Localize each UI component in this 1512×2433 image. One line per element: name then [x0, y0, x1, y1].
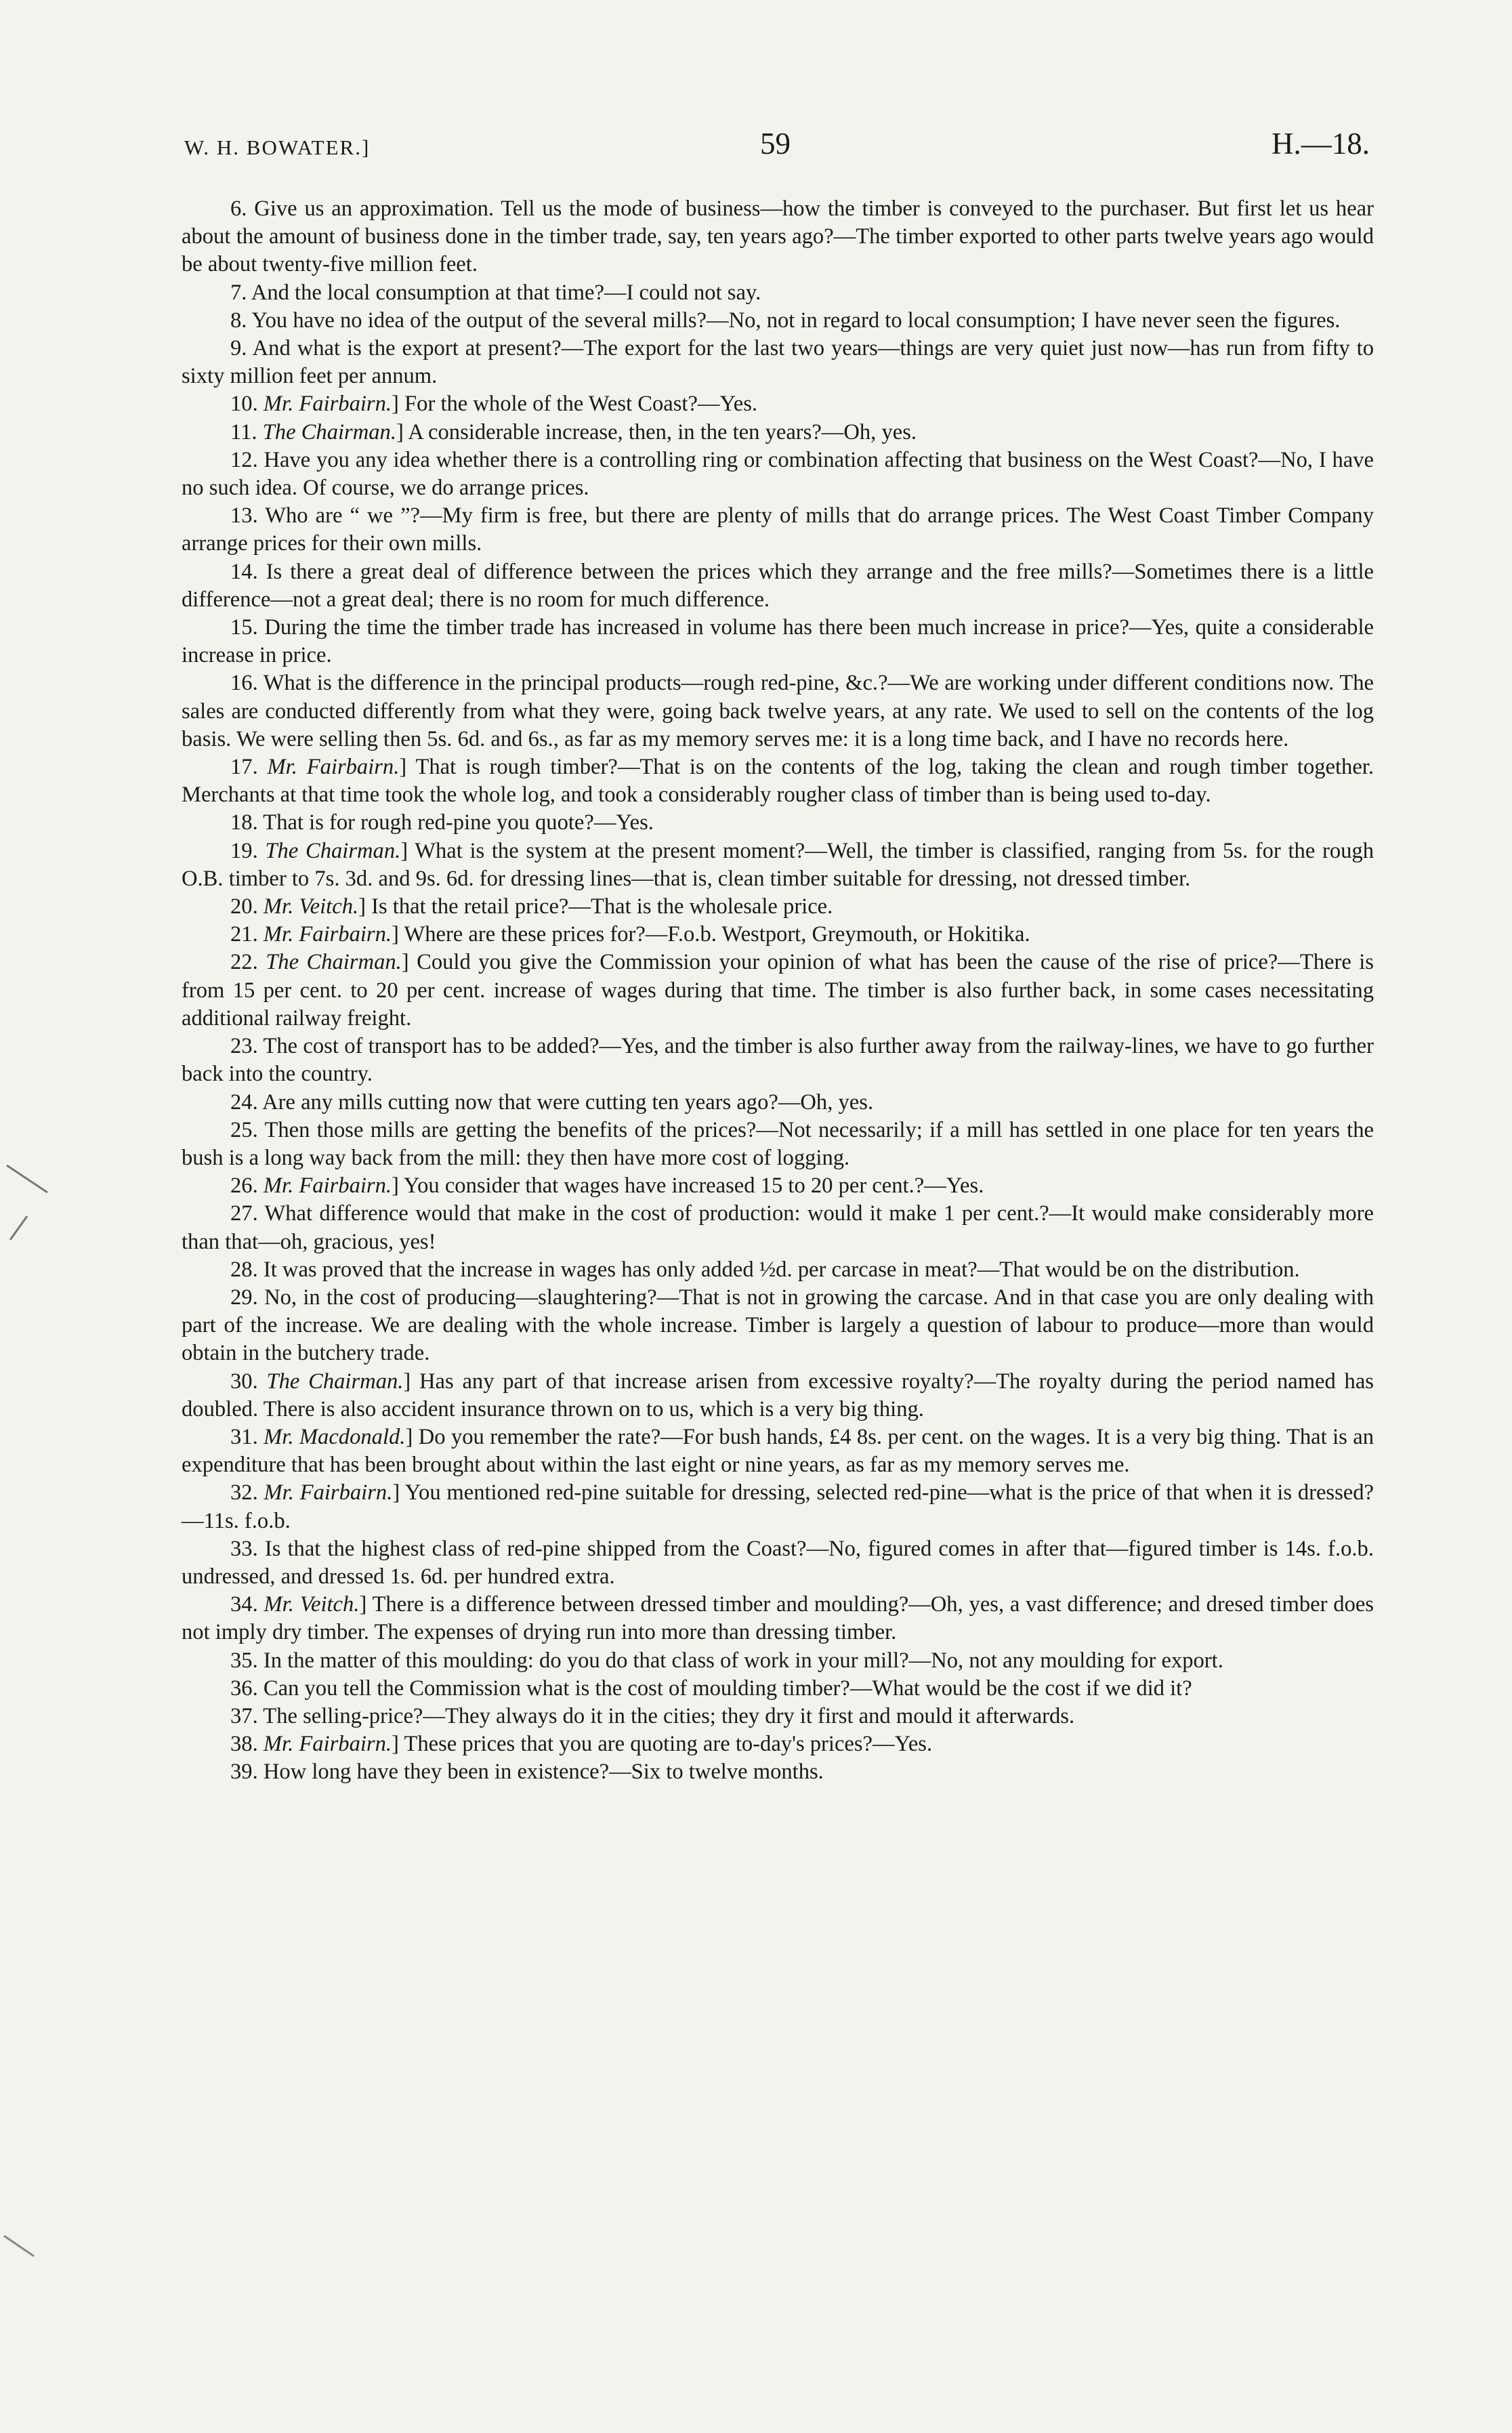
speaker-name: Mr. Fairbairn.	[263, 1173, 392, 1199]
question-text: You have no idea of the output of the several mills?—No, not in regard to local consumption; I have never seen the figures.	[251, 308, 1341, 333]
question-number: 39.	[230, 1760, 258, 1785]
question-paragraph	[182, 335, 1374, 390]
question-paragraph	[182, 446, 1374, 502]
question-paragraph	[182, 1200, 1374, 1255]
witness-name: W. H. BOWATER.]	[184, 136, 371, 159]
question-text: How long have they been in existence?—Six to twelve months.	[263, 1760, 824, 1785]
question-text: The selling-price?—They always do it in the cities; they dry it first and mould it afterwards.	[263, 1703, 1075, 1728]
question-text: Has any part of that increase arisen from excessive royalty?—The royalty during the period named has doubled. There is also accident insurance thrown on to us, which is a very big thing.	[182, 1369, 1374, 1421]
document-reference: H.—18.	[1272, 127, 1370, 161]
question-paragraph: 11. The Chairman.] A considerable increase, then, in the ten years?—Oh, yes.	[230, 419, 917, 444]
question-text: Is that the highest class of red-pine shipped from the Coast?—No, figured comes in after that—figured timber is 14s. f.o.b. undressed, and dressed 1s. 6d. per hundred extra.	[182, 1536, 1374, 1589]
question-text: These prices that you are quoting are to-day's prices?—Yes.	[404, 1732, 933, 1757]
question-number: 11.	[230, 419, 257, 444]
question-number: 23.	[230, 1034, 258, 1059]
question-number: 31.	[230, 1424, 258, 1449]
question-text: In the matter of this moulding: do you do that class of work in your mill?—No, not any moulding for export.	[263, 1648, 1223, 1673]
question-text: Give us an approximation. Tell us the mode of business—how the timber is conveyed to the purchaser. But first let us hear about the amount of business done in the timber trade, say, ten years ago?—The timber exported to other parts twelve years ago would be about twenty-five million feet.	[182, 196, 1374, 277]
question-text: There is a difference between dressed timber and moulding?—Oh, yes, a vast difference; and dresed timber does not imply dry timber. The expenses of drying run into more than dressing timber.	[182, 1592, 1374, 1645]
question-number: 34.	[230, 1592, 258, 1617]
question-paragraph	[182, 279, 1374, 307]
question-text: A considerable increase, then, in the ten years?—Oh, yes.	[408, 419, 917, 444]
question-paragraph: 31. Mr. Macdonald.] Do you remember the rate?—For bush hands, £4 8s. per cent. on the wages. It is a very big thing. That is an expenditure that has been brought about within the last eight or nine years, as far as my memory serves me.	[182, 1424, 1374, 1478]
question-paragraph: 20. Mr. Veitch.] Is that the retail price?—That is the wholesale price.	[230, 894, 833, 919]
question-number: 36.	[230, 1676, 258, 1701]
question-paragraph	[182, 669, 1374, 753]
question-paragraph	[182, 502, 1374, 558]
question-text: What difference would that make in the cost of production: would it make 1 per cent.?—It would make considerably more than that—oh, gracious, yes!	[182, 1201, 1374, 1254]
question-paragraph: 30. The Chairman.] Has any part of that increase arisen from excessive royalty?—The royalty during the period named has doubled. There is also accident insurance thrown on to us, which is a very big thing.	[182, 1369, 1374, 1421]
speaker-name: Mr. Fairbairn.	[263, 922, 392, 947]
question-text: Is there a great deal of difference between the prices which they arrange and the free mills?—Sometimes there is a little difference—not a great deal; there is no room for much difference.	[182, 559, 1374, 612]
question-text: And what is the export at present?—The export for the last two years—things are very quiet just now—has run from fifty to sixty million feet per annum.	[182, 336, 1374, 389]
question-number: 6.	[230, 196, 247, 221]
question-number: 13.	[230, 503, 258, 528]
question-number: 18.	[230, 810, 258, 835]
question-text: What is the difference in the principal products—rough red-pine, &c.?—We are working under different conditions now. The sales are conducted differently from what they were, going back twelve years, at any rate. We used to sell on the contents of the log basis. We were selling then 5s. 6d. and 6s., as far as my memory serves me: it is a long time back, and I have no records here.	[182, 671, 1374, 751]
question-number: 33.	[230, 1536, 258, 1561]
question-number: 22.	[230, 950, 258, 975]
question-text: Can you tell the Commission what is the cost of moulding timber?—What would be the cost if we did it?	[263, 1676, 1192, 1701]
question-text: That is rough timber?—That is on the contents of the log, taking the clean and rough timber together. Merchants at that time took the whole log, and took a considerably rougher class of timber than is being used to-day.	[182, 755, 1374, 808]
question-paragraph	[182, 1284, 1374, 1368]
question-text: Who are “ we ”?—My firm is free, but there are plenty of mills that do arrange prices. The West Coast Timber Company arrange prices for their own mills.	[182, 503, 1374, 556]
question-number: 26.	[230, 1173, 258, 1199]
question-paragraph: 34. Mr. Veitch.] There is a difference between dressed timber and moulding?—Oh, yes, a vast difference; and dresed timber does not imply dry timber. The expenses of drying run into more than dressing timber.	[182, 1592, 1374, 1645]
question-text: What is the system at the present moment?—Well, the timber is classified, ranging from 5s. for the rough O.B. timber to 7s. 3d. and 9s. 6d. for dressing lines—that is, clean timber suitable for dressing, not dressed timber.	[182, 838, 1374, 891]
question-number: 20.	[230, 894, 258, 919]
question-paragraph	[182, 1535, 1374, 1591]
question-text: Where are these prices for?—F.o.b. Westport, Greymouth, or Hokitika.	[404, 922, 1030, 947]
question-paragraph	[182, 307, 1374, 335]
question-number: 10.	[230, 392, 258, 417]
question-text: For the whole of the West Coast?—Yes.	[404, 392, 758, 417]
question-text: You mentioned red-pine suitable for dressing, selected red-pine—what is the price of that when it is dressed?—11s. f.o.b.	[182, 1480, 1374, 1533]
question-text: The cost of transport has to be added?—Yes, and the timber is also further away from the railway-lines, we have to go further back into the country.	[182, 1034, 1374, 1087]
question-text: Then those mills are getting the benefits of the prices?—Not necessarily; if a mill has settled in one place for ten years the bush is a long way back from the mill: they then have more cost of logging.	[182, 1117, 1374, 1170]
speaker-name: Mr. Macdonald.	[264, 1424, 406, 1449]
question-paragraph: 22. The Chairman.] Could you give the Commission your opinion of what has been the cause of the rise of price?—There is from 15 per cent. to 20 per cent. increase of wages during that time. The timber is also further back, in some cases necessitating additional railway freight.	[182, 950, 1374, 1031]
speaker-name: Mr. Fairbairn.	[263, 392, 392, 417]
question-number: 37.	[230, 1703, 258, 1728]
speaker-name: The Chairman.	[265, 838, 401, 863]
testimony-body	[182, 195, 1374, 1787]
question-number: 29.	[230, 1285, 258, 1310]
speaker-name: Mr. Veitch.	[263, 894, 359, 919]
question-text: During the time the timber trade has increased in volume has there been much increase in price?—Yes, quite a considerable increase in price.	[182, 615, 1374, 668]
question-number: 19.	[230, 838, 258, 863]
question-number: 16.	[230, 671, 258, 696]
question-number: 27.	[230, 1201, 258, 1226]
question-paragraph: 21. Mr. Fairbairn.] Where are these prices for?—F.o.b. Westport, Greymouth, or Hokitika.	[230, 922, 1030, 947]
question-paragraph	[182, 1089, 1374, 1117]
question-paragraph	[182, 1256, 1374, 1284]
question-number: 17.	[230, 755, 258, 780]
question-paragraph	[182, 558, 1374, 614]
question-number: 14.	[230, 559, 258, 584]
question-paragraph: 38. Mr. Fairbairn.] These prices that you are quoting are to-day's prices?—Yes.	[230, 1732, 933, 1757]
question-text: Could you give the Commission your opinion of what has been the cause of the rise of price?—There is from 15 per cent. to 20 per cent. increase of wages during that time. The timber is also further back, in some cases necessitating additional railway freight.	[182, 950, 1374, 1031]
speaker-name: Mr. Fairbairn.	[267, 755, 400, 780]
question-paragraph	[182, 1703, 1374, 1730]
question-paragraph	[182, 1033, 1374, 1088]
question-text: It was proved that the increase in wages has only added ½d. per carcase in meat?—That would be on the distribution.	[263, 1257, 1300, 1282]
question-paragraph	[182, 614, 1374, 669]
speaker-name: The Chairman.	[266, 950, 402, 975]
question-paragraph	[182, 195, 1374, 279]
page-number: 59	[760, 127, 791, 161]
speaker-name: Mr. Fairbairn.	[263, 1732, 392, 1757]
question-text: That is for rough red-pine you quote?—Yes.	[263, 810, 654, 835]
question-number: 28.	[230, 1257, 258, 1282]
question-number: 30.	[230, 1369, 258, 1394]
question-paragraph	[182, 1675, 1374, 1703]
question-number: 38.	[230, 1732, 258, 1757]
question-text: Are any mills cutting now that were cutting ten years ago?—Oh, yes.	[262, 1089, 874, 1115]
question-number: 15.	[230, 615, 258, 640]
margin-mark	[0, 1152, 81, 1247]
question-paragraph	[182, 809, 1374, 837]
question-text: You consider that wages have increased 15 to 20 per cent.?—Yes.	[403, 1173, 984, 1199]
question-text: Have you any idea whether there is a controlling ring or combination affecting that business on the West Coast?—No, I have no such idea. Of course, we do arrange prices.	[182, 447, 1374, 501]
question-number: 24.	[230, 1089, 258, 1115]
question-paragraph	[182, 1647, 1374, 1675]
question-text: And the local consumption at that time?—I could not say.	[251, 280, 761, 305]
question-number: 7.	[230, 280, 247, 305]
question-text: Is that the retail price?—That is the wholesale price.	[371, 894, 833, 919]
question-number: 8.	[230, 308, 247, 333]
question-number: 32.	[230, 1480, 258, 1505]
question-number: 12.	[230, 447, 258, 472]
question-number: 21.	[230, 922, 258, 947]
speaker-name: The Chairman.	[262, 419, 396, 444]
question-number: 25.	[230, 1117, 258, 1142]
question-paragraph: 17. Mr. Fairbairn.] That is rough timber?—That is on the contents of the log, taking the clean and rough timber together. Merchants at that time took the whole log, and took a considerably rougher class of timber than is being used to-day.	[182, 755, 1374, 808]
question-number: 9.	[230, 336, 247, 361]
question-paragraph	[182, 1117, 1374, 1172]
question-paragraph: 19. The Chairman.] What is the system at the present moment?—Well, the timber is classified, ranging from 5s. for the rough O.B. timber to 7s. 3d. and 9s. 6d. for dressing lines—that is, clean timber suitable for dressing, not dressed timber.	[182, 838, 1374, 891]
question-paragraph: 32. Mr. Fairbairn.] You mentioned red-pine suitable for dressing, selected red-pine—what is the price of that when it is dressed?—11s. f.o.b.	[182, 1480, 1374, 1533]
page-header	[184, 123, 1370, 171]
speaker-name: The Chairman.	[266, 1369, 404, 1394]
question-paragraph: 10. Mr. Fairbairn.] For the whole of the West Coast?—Yes.	[230, 392, 758, 417]
margin-mark	[0, 2229, 54, 2270]
question-paragraph: 26. Mr. Fairbairn.] You consider that wages have increased 15 to 20 per cent.?—Yes.	[230, 1173, 984, 1199]
speaker-name: Mr. Veitch.	[264, 1592, 360, 1617]
speaker-name: Mr. Fairbairn.	[264, 1480, 393, 1505]
question-number: 35.	[230, 1648, 258, 1673]
question-text: Do you remember the rate?—For bush hands, £4 8s. per cent. on the wages. It is a very big thing. That is an expenditure that has been brought about within the last eight or nine years, as far as my memory serves me.	[182, 1424, 1374, 1478]
question-text: No, in the cost of producing—slaughtering?—That is not in growing the carcase. And in that case you are only dealing with part of the increase. We are dealing with the whole increase. Timber is largely a question of labour to produce—more than would obtain in the butchery trade.	[182, 1285, 1374, 1366]
question-paragraph	[182, 1758, 1374, 1786]
